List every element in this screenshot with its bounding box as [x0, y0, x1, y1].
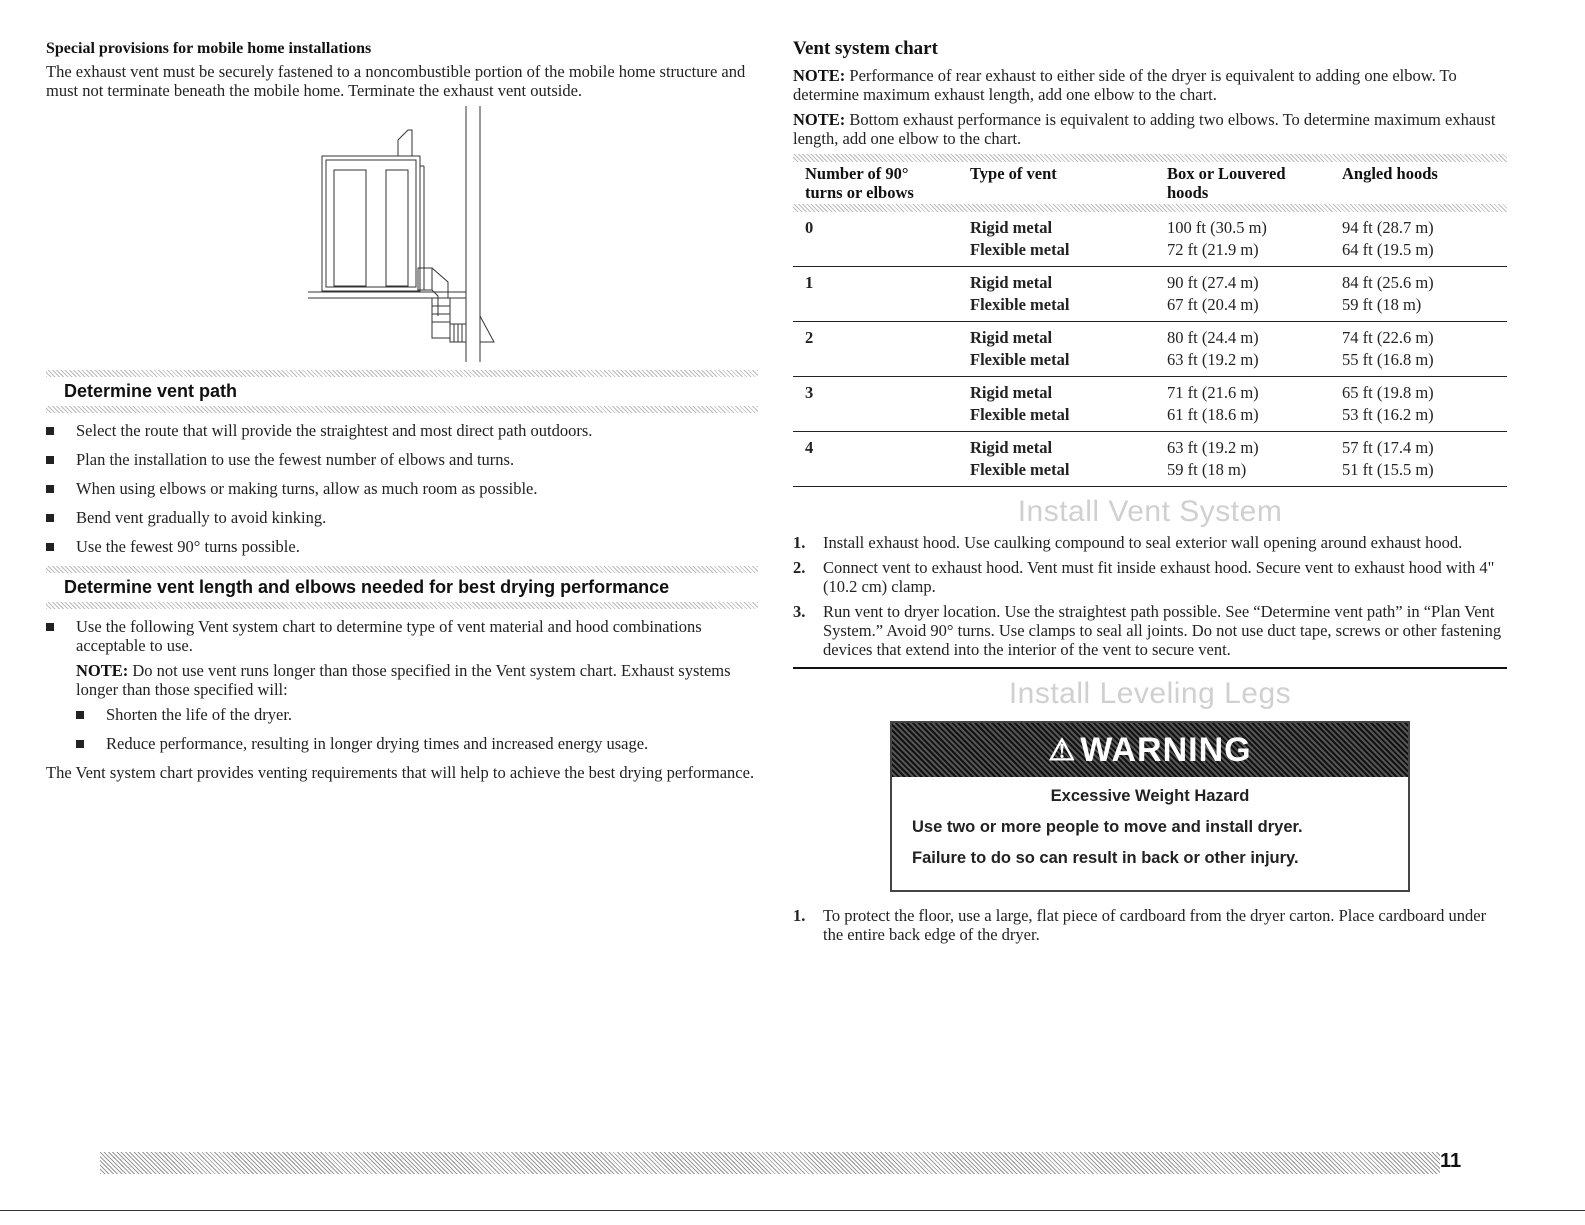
angled-hood-cell: 64 ft (19.5 m) — [1330, 239, 1507, 267]
step-text: To protect the floor, use a large, flat piece of cardboard from the dryer carton. Place cardboard under the entire back edge of the dryer. — [823, 906, 1487, 944]
table-row — [793, 212, 1507, 239]
list-item: Bend vent gradually to avoid kinking. — [46, 508, 758, 527]
turns-cell: 4 — [805, 438, 814, 457]
vent-length-note — [46, 661, 758, 699]
vent-type-cell: Rigid metal — [970, 218, 1053, 237]
turns-cell: 2 — [805, 328, 814, 347]
box-hood-cell: 72 ft (21.9 m) — [1155, 239, 1330, 267]
divider-hatch — [46, 370, 758, 377]
box-hood-cell: 61 ft (18.6 m) — [1155, 404, 1330, 432]
note-label: NOTE: — [76, 661, 129, 680]
table-row — [793, 404, 1507, 432]
angled-hood-cell: 53 ft (16.2 m) — [1330, 404, 1507, 432]
list-item: Use the fewest 90° turns possible. — [46, 537, 758, 556]
box-hood-cell: 67 ft (20.4 m) — [1155, 294, 1330, 322]
warning-body — [892, 777, 1408, 890]
table-row — [793, 349, 1507, 377]
table-row — [793, 267, 1507, 295]
header-box-hoods: Box or Louvered hoods — [1167, 164, 1286, 202]
mobile-home-vent-diagram — [46, 106, 758, 362]
turns-cell: 1 — [805, 273, 814, 292]
bottom-rule — [0, 1210, 1585, 1211]
right-column — [793, 36, 1507, 950]
note-text: Performance of rear exhaust to either side of the dryer is equivalent to adding one elbow. To determine maximum exhaust length, add one elbow to the chart. — [793, 66, 1457, 104]
angled-hood-cell: 84 ft (25.6 m) — [1342, 273, 1434, 292]
table-row — [793, 459, 1507, 487]
vent-type-cell: Rigid metal — [970, 328, 1053, 347]
warning-header — [892, 723, 1408, 777]
mobile-home-heading: Special provisions for mobile home installations — [46, 40, 372, 57]
vent-type-cell: Flexible metal — [958, 459, 1155, 487]
note-text: Do not use vent runs longer than those specified in the Vent system chart. Exhaust systems longer than those specified will: — [76, 661, 731, 699]
note-bottom-exhaust — [793, 110, 1507, 148]
vent-type-cell: Rigid metal — [970, 273, 1053, 292]
angled-hood-cell: 94 ft (28.7 m) — [1342, 218, 1434, 237]
box-hood-cell: 90 ft (27.4 m) — [1167, 273, 1259, 292]
box-hood-cell: 100 ft (30.5 m) — [1167, 218, 1267, 237]
warning-hazard: Excessive Weight Hazard — [1050, 787, 1250, 805]
note-label: NOTE: — [793, 110, 846, 129]
note-text: Bottom exhaust performance is equivalent to adding two elbows. To determine maximum exhaust length, add one elbow to the chart. — [793, 110, 1496, 148]
table-row — [793, 294, 1507, 322]
divider-hatch — [46, 602, 758, 609]
section-rule — [793, 667, 1507, 669]
list-item: Shorten the life of the dryer. — [76, 705, 758, 724]
warning-line: Failure to do so can result in back or other injury. — [912, 849, 1299, 867]
box-hood-cell: 63 ft (19.2 m) — [1167, 438, 1259, 457]
vent-path-list — [46, 421, 758, 556]
angled-hood-cell: 74 ft (22.6 m) — [1342, 328, 1434, 347]
box-hood-cell: 63 ft (19.2 m) — [1155, 349, 1330, 377]
vent-type-cell: Flexible metal — [958, 349, 1155, 377]
left-column — [46, 36, 758, 788]
angled-hood-cell: 65 ft (19.8 m) — [1342, 383, 1434, 402]
page-number: 11 — [1440, 1150, 1462, 1172]
list-item: Reduce performance, resulting in longer drying times and increased energy usage. — [76, 734, 758, 753]
list-item: Select the route that will provide the straightest and most direct path outdoors. — [46, 421, 758, 440]
box-hood-cell: 71 ft (21.6 m) — [1167, 383, 1259, 402]
vent-length-closing: The Vent system chart provides venting requirements that will help to achieve the best drying performance. — [46, 763, 755, 782]
note-label: NOTE: — [793, 66, 846, 85]
warning-triangle-icon: ⚠ — [1048, 733, 1077, 767]
vent-path-title: Determine vent path — [64, 381, 238, 401]
divider-hatch — [46, 406, 758, 413]
list-item: Plan the installation to use the fewest number of elbows and turns. — [46, 450, 758, 469]
step-text: Run vent to dryer location. Use the straightest path possible. See “Determine vent path” in “Plan Vent System.” Avoid 90° turns. Use clamps to seal all joints. Do not use duct tape, screws or other fastening devices that extend into the interior of the vent to secure vent. — [823, 602, 1502, 659]
step-number: 3. — [793, 602, 806, 621]
box-hood-cell: 59 ft (18 m) — [1155, 459, 1330, 487]
turns-cell: 3 — [805, 383, 814, 402]
vent-system-table — [793, 154, 1507, 487]
turns-cell: 0 — [805, 218, 814, 237]
warning-label: WARNING — [1080, 730, 1252, 769]
install-vent-steps — [793, 533, 1507, 659]
box-hood-cell: 80 ft (24.4 m) — [1167, 328, 1259, 347]
dryer-vent-illustration — [46, 106, 758, 362]
step-number: 1. — [793, 533, 806, 552]
table-hatch — [793, 154, 1507, 162]
step-item — [793, 602, 1507, 659]
vent-type-cell: Rigid metal — [970, 383, 1053, 402]
vent-length-title: Determine vent length and elbows needed for best drying performance — [64, 577, 670, 597]
vent-type-cell: Flexible metal — [958, 404, 1155, 432]
vent-length-sublist — [76, 705, 758, 753]
table-row — [793, 322, 1507, 350]
table-header-row — [793, 162, 1507, 204]
header-vent-type: Type of vent — [970, 164, 1057, 183]
step-number: 1. — [793, 906, 806, 925]
angled-hood-cell: 51 ft (15.5 m) — [1330, 459, 1507, 487]
warning-line: Use two or more people to move and install dryer. — [912, 818, 1303, 836]
step-text: Connect vent to exhaust hood. Vent must fit inside exhaust hood. Secure vent to exhaust hood with 4" (10.2 cm) clamp. — [823, 558, 1495, 596]
vent-chart-heading: Vent system chart — [793, 38, 938, 59]
step-item — [793, 906, 1507, 944]
vent-type-cell: Flexible metal — [958, 239, 1155, 267]
list-item: Use the following Vent system chart to determine type of vent material and hood combinations acceptable to use. — [46, 617, 758, 655]
warning-box — [890, 721, 1410, 892]
divider-hatch — [46, 566, 758, 573]
step-number: 2. — [793, 558, 806, 577]
header-angled-hoods: Angled hoods — [1342, 164, 1438, 183]
step-item — [793, 533, 1507, 552]
table-row — [793, 432, 1507, 460]
install-legs-title: Install Leveling Legs — [1008, 677, 1292, 710]
mobile-home-text: The exhaust vent must be securely fastened to a noncombustible portion of the mobile home structure and must not terminate beneath the mobile home. Terminate the exhaust vent outside. — [46, 62, 746, 100]
table-row — [793, 239, 1507, 267]
angled-hood-cell: 57 ft (17.4 m) — [1342, 438, 1434, 457]
table-row — [793, 377, 1507, 405]
angled-hood-cell: 55 ft (16.8 m) — [1330, 349, 1507, 377]
install-vent-title: Install Vent System — [1017, 495, 1283, 528]
footer-hatch-band — [100, 1152, 1440, 1174]
install-legs-steps — [793, 906, 1507, 944]
vent-type-cell: Rigid metal — [970, 438, 1053, 457]
vent-length-list — [46, 617, 758, 655]
step-text: Install exhaust hood. Use caulking compound to seal exterior wall opening around exhaust hood. — [823, 533, 1463, 552]
list-item: When using elbows or making turns, allow as much room as possible. — [46, 479, 758, 498]
table-hatch — [793, 204, 1507, 212]
note-rear-exhaust — [793, 66, 1507, 104]
angled-hood-cell: 59 ft (18 m) — [1330, 294, 1507, 322]
header-turns: Number of 90° turns or elbows — [805, 164, 914, 202]
vent-type-cell: Flexible metal — [958, 294, 1155, 322]
step-item — [793, 558, 1507, 596]
